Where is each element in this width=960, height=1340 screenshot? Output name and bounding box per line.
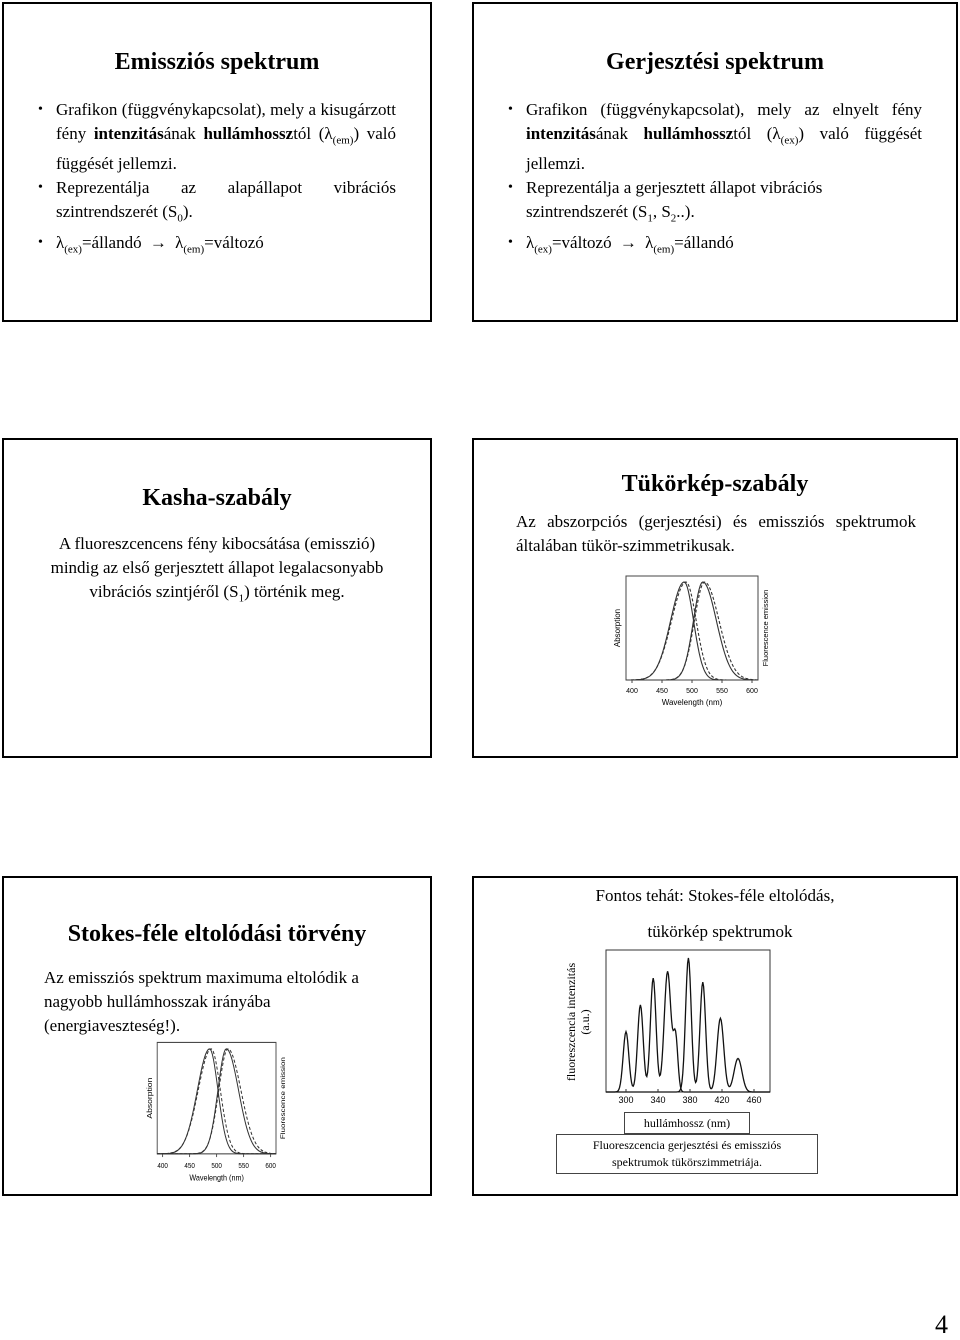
slide-title: Gerjesztési spektrum	[606, 49, 824, 75]
arrow-right-icon: →	[149, 232, 167, 252]
slide-emission-spectrum	[2, 2, 432, 322]
right-axis-label: Fluorescence emission	[761, 589, 770, 667]
bullet-list	[38, 98, 396, 261]
bold-text: intenzitás	[93, 124, 164, 143]
bullet-item: • Grafikon (függvénykapcsolat), mely az elnyelt fény intenzitásának hullámhossztól $(\lambda_{(ex)})$ való függését jellemzi.	[508, 98, 922, 176]
y-axis-label: fluoreszcencia intenzitás (a.u.)	[564, 962, 592, 1082]
slide-summary	[472, 876, 958, 1196]
x-tick-label: 450	[656, 688, 668, 695]
x-tick-label: 400	[157, 1162, 168, 1170]
spectra-svg	[598, 944, 778, 1110]
emission-curve	[626, 582, 758, 680]
slide-title: Kasha-szabály	[142, 485, 292, 511]
x-tick-label: 450	[184, 1162, 195, 1170]
rule-text: Az emissziós spektrum maximuma eltolódik a nagyobb hullámhosszak irányába (energiaveszteség!).	[44, 968, 359, 1035]
mirror-plot	[132, 1036, 294, 1186]
rule-text: Az abszorpciós (gerjesztési) és emissziós spektrumok általában tükör-szimmetrikusak.	[516, 512, 916, 555]
right-axis-label: Fluorescence emission	[278, 1057, 287, 1140]
x-tick-label: 500	[211, 1162, 222, 1170]
x-tick-label: 380	[682, 1095, 698, 1105]
x-tick-label: 550	[238, 1162, 249, 1170]
slide-kasha-rule	[2, 438, 432, 758]
slide-excitation-spectrum	[472, 2, 958, 322]
mirror-plot-svg	[132, 1036, 294, 1186]
bullet-item: • Reprezentálja a gerjesztett állapot vibrációs szintrendszerét ($S_1$, $S_2$..).	[508, 176, 922, 230]
bullet-item: • $\lambda_{(ex)}=változó$ → $\lambda_{(em)}=állandó$	[508, 231, 922, 261]
bullet-item: • Reprezentálja az alapállapot vibrációs szintrendszerét $(S_0)$.	[38, 176, 396, 230]
x-tick-label: 460	[746, 1095, 762, 1105]
slide-title: Stokes-féle eltolódási törvény	[67, 921, 367, 947]
x-tick-label: 600	[746, 688, 758, 695]
bullet-item: • $\lambda_{(ex)}=állandó$ → $\lambda_{(em)}=változó$	[38, 231, 396, 261]
x-tick-label: 420	[714, 1095, 730, 1105]
bold-text: intenzitás	[526, 124, 596, 143]
bullet-item: • Grafikon (függvénykapcsolat), mely a kisugárzott fény intenzitásának hullámhossztól $(\lambda_{(em)})$ való függését jellemzi.	[38, 98, 396, 176]
slide-stokes-law	[2, 876, 432, 1196]
x-tick-label: 300	[618, 1095, 634, 1105]
x-tick-label: 340	[650, 1095, 666, 1105]
left-axis-label: Absorption	[145, 1077, 154, 1119]
slide-title: Emissziós spektrum	[114, 49, 320, 75]
bold-text: hullámhossz	[203, 124, 294, 143]
x-tick-label: 500	[686, 688, 698, 695]
fluorescence-spectra-plot	[598, 944, 778, 1110]
x-tick-label: 550	[716, 688, 728, 695]
x-axis-label: Wavelength (nm)	[661, 698, 723, 707]
page-number: 4	[935, 1310, 948, 1339]
slide-title: Fontos tehát: Stokes-féle eltolódás,	[595, 886, 835, 905]
mirror-plot-svg	[598, 570, 778, 710]
rule-text: A fluoreszcencens fény kibocsátása (emisszió) mindig az első gerjesztett állapot legalacsonyabb vibrációs szintjéről $(S_1)$ történik meg.	[50, 534, 384, 605]
emission-curve	[157, 1049, 276, 1154]
left-axis-label: Absorption	[613, 608, 622, 648]
x-tick-label: 400	[626, 688, 638, 695]
slide-title: Tükörkép-szabály	[621, 471, 809, 497]
slide-mirror-rule	[472, 438, 958, 758]
bullet-list	[508, 98, 922, 261]
mirror-plot	[598, 570, 778, 710]
slide-subtitle: tükörkép spektrumok	[647, 922, 793, 941]
x-axis-label: Wavelength (nm)	[189, 1173, 244, 1183]
caption-box: Fluoreszcencia gerjesztési és emissziós spektrumok tükörszimmetriája.	[556, 1134, 818, 1174]
arrow-right-icon: →	[619, 232, 637, 252]
x-tick-label: 600	[265, 1162, 276, 1170]
excitation-spectrum	[606, 971, 770, 1092]
bold-text: hullámhossz	[643, 124, 734, 143]
xlabel-box: hullámhossz (nm)	[624, 1112, 750, 1134]
